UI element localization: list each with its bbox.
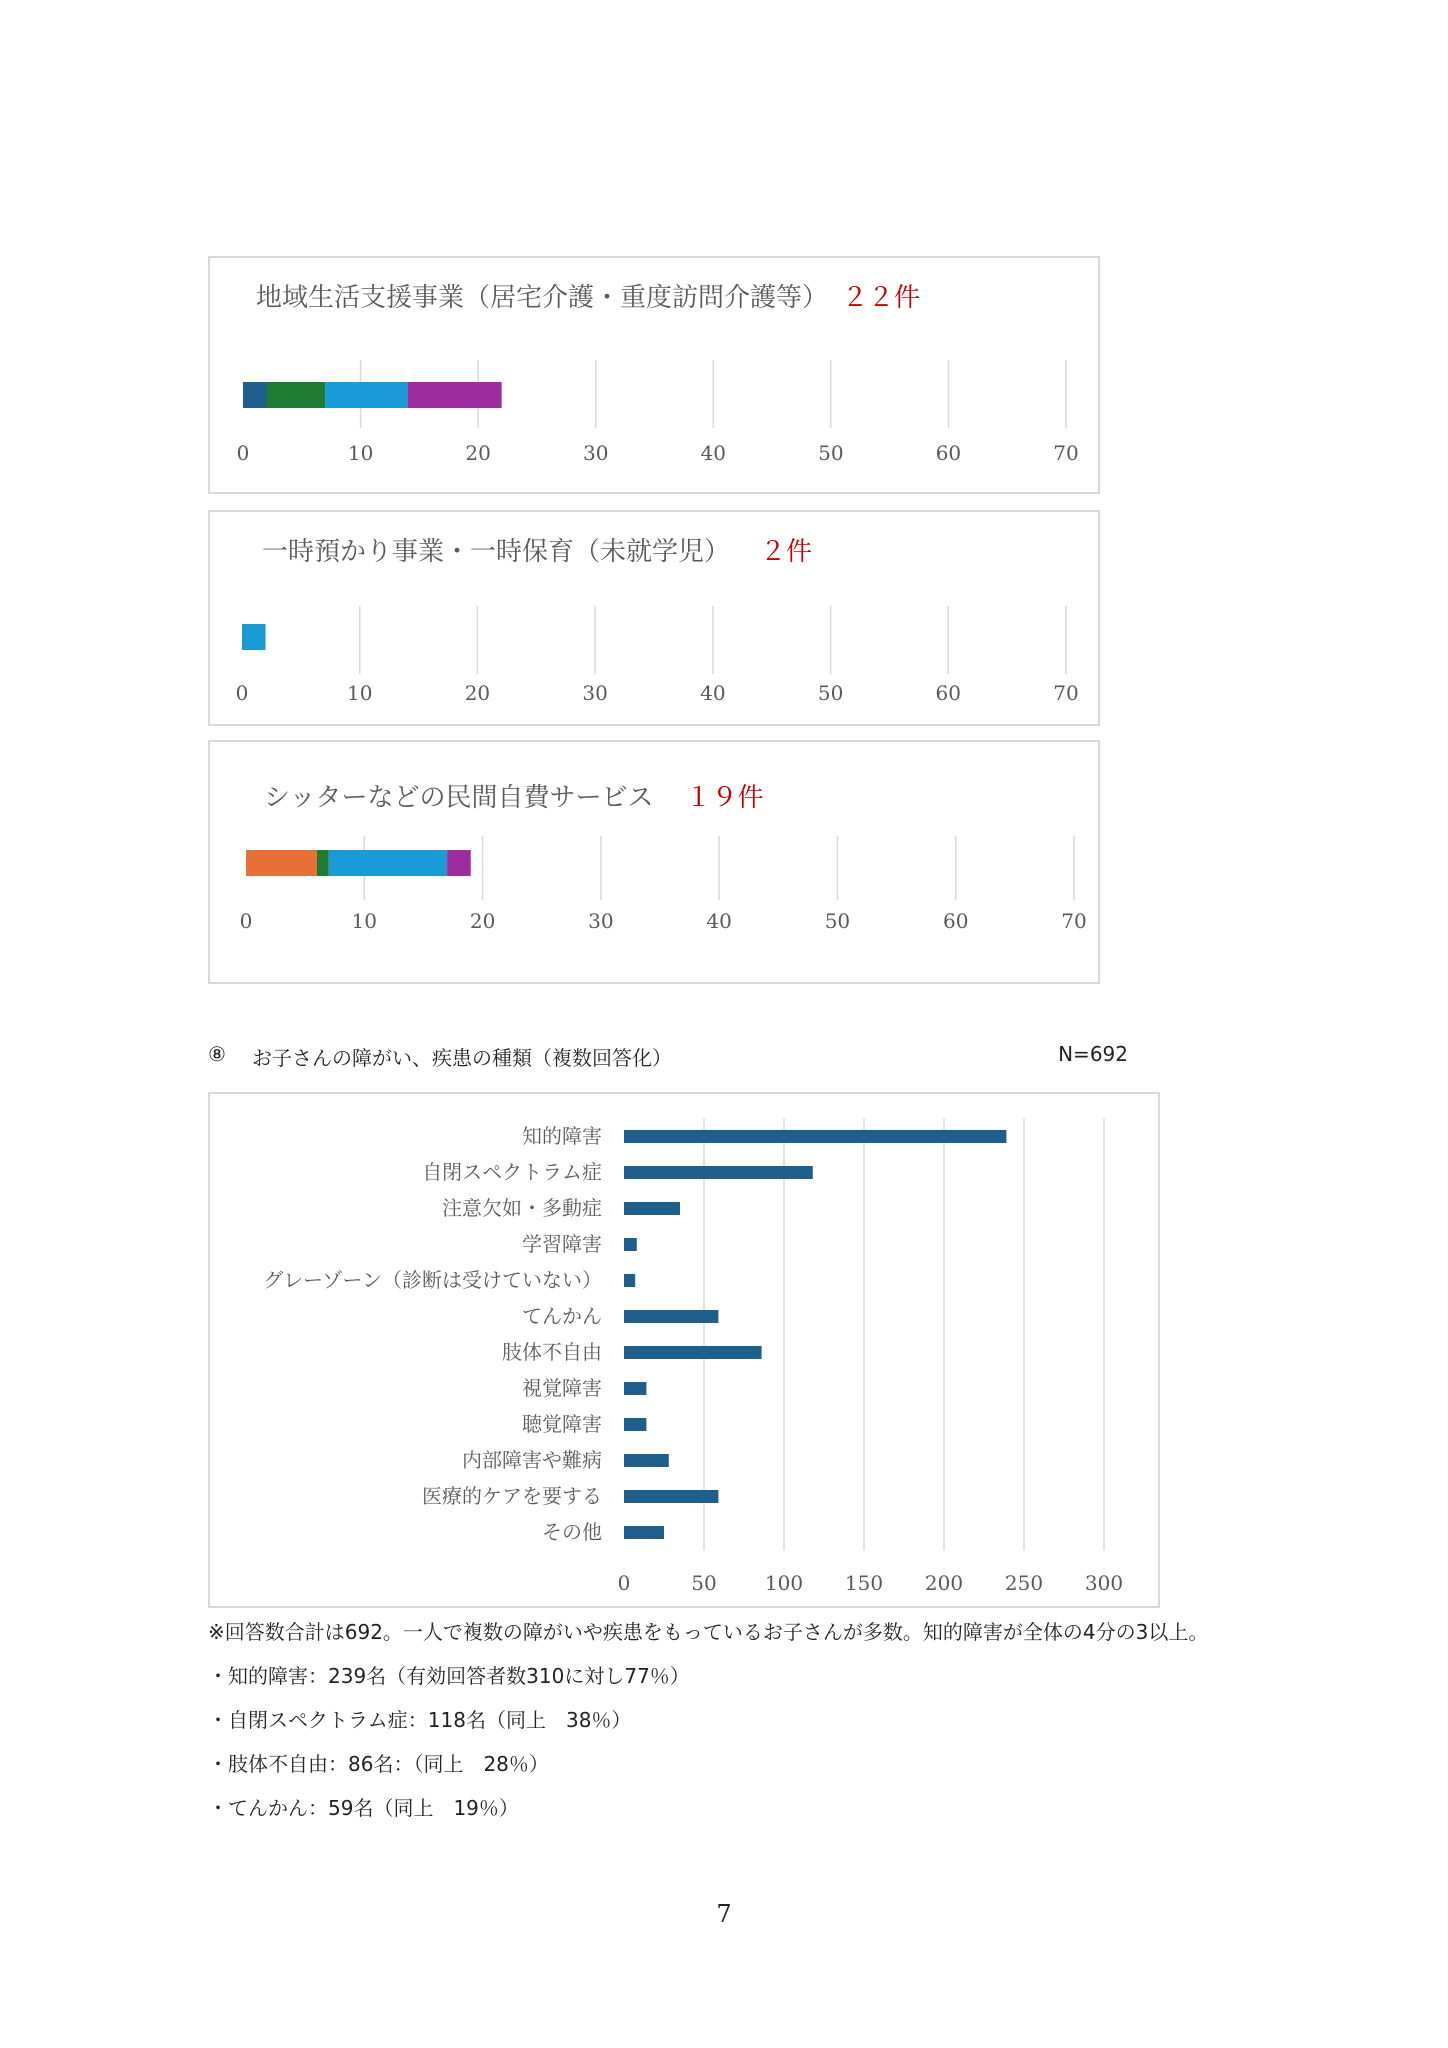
bar: [624, 1310, 718, 1323]
chart-temporary-care: [208, 510, 1100, 726]
bar-segment: [243, 382, 267, 408]
tick-label: 10: [346, 681, 373, 705]
bar-segment: [267, 382, 326, 408]
note-line: ・肢体不自由：86名：（同上 28％）: [208, 1752, 549, 1776]
tick-label: 10: [351, 909, 378, 933]
page-number: 7: [716, 1900, 732, 1928]
chart-private-sitter-svg: [210, 742, 1102, 986]
tick-label: 100: [764, 1571, 804, 1595]
tick-label: 30: [582, 681, 608, 705]
tick-label: 20: [465, 441, 491, 465]
tick-label: 0: [236, 441, 250, 465]
tick-label: 60: [942, 909, 969, 933]
category-label: 内部障害や難病: [462, 1448, 602, 1472]
tick-label: 0: [617, 1571, 631, 1595]
bar: [624, 1202, 680, 1215]
note-line: ・てんかん：59名（同上 19％）: [208, 1796, 519, 1820]
note-line: ・自閉スペクトラム症：118名（同上 38％）: [208, 1708, 632, 1732]
bar: [624, 1166, 813, 1179]
bar: [624, 1526, 664, 1539]
chart-disability-types: [208, 1092, 1160, 1608]
tick-label: 70: [1061, 909, 1087, 933]
category-label: その他: [542, 1520, 602, 1544]
tick-label: 150: [844, 1571, 884, 1595]
tick-label: 30: [582, 441, 609, 465]
category-label: てんかん: [522, 1304, 602, 1328]
category-label: 自閉スペクトラム症: [422, 1160, 602, 1184]
tick-label: 60: [935, 441, 962, 465]
tick-label: 40: [700, 681, 726, 705]
tick-label: 30: [588, 909, 614, 933]
chart-count: １９件: [685, 783, 764, 813]
chart-private-sitter: [208, 740, 1100, 984]
tick-label: 50: [824, 909, 851, 933]
bar: [624, 1238, 637, 1251]
bar: [624, 1130, 1006, 1143]
note-line: ※回答数合計は692。一人で複数の障がいや疾患をもっているお子さんが多数。知的障害が全体の4分の3以上。: [208, 1620, 1209, 1644]
notes: [208, 1618, 1288, 1838]
chart-temporary-care-svg: [210, 512, 1102, 728]
bar: [624, 1346, 762, 1359]
tick-label: 40: [700, 441, 727, 465]
tick-label: 40: [706, 909, 732, 933]
chart-title: 地域生活支援事業（居宅介護・重度訪問介護等）: [256, 283, 829, 313]
bar-segment: [329, 850, 447, 876]
chart-disability-types-svg: [210, 1094, 1162, 1610]
bar-segment: [325, 382, 407, 408]
tick-label: 250: [1004, 1571, 1044, 1595]
category-label: 医療的ケアを要する: [422, 1484, 602, 1508]
chart-title: 一時預かり事業・一時保育（未就学児）: [262, 537, 731, 567]
tick-label: 10: [347, 441, 374, 465]
note-line: ・知的障害：239名（有効回答者数310に対し77％）: [208, 1664, 690, 1688]
tick-label: 0: [235, 681, 249, 705]
tick-label: 20: [464, 681, 491, 705]
bar: [624, 1490, 718, 1503]
category-label: グレーゾーン（診断は受けていない）: [263, 1268, 602, 1292]
section-heading: [208, 1042, 1128, 1078]
tick-label: 70: [1053, 441, 1079, 465]
tick-label: 300: [1084, 1571, 1124, 1595]
chart-community-support-svg: [210, 258, 1102, 496]
tick-label: 20: [469, 909, 496, 933]
chart-count: ２２件: [842, 283, 921, 313]
chart-community-support: [208, 256, 1100, 494]
section-number: ⑧: [208, 1042, 226, 1066]
category-label: 肢体不自由: [502, 1340, 602, 1364]
section-title: お子さんの障がい、疾患の種類（複数回答化）: [252, 1046, 672, 1070]
chart-title: シッターなどの民間自費サービス: [264, 783, 654, 813]
bar-segment: [242, 624, 266, 650]
tick-label: 70: [1053, 681, 1079, 705]
category-label: 学習障害: [522, 1232, 602, 1256]
tick-label: 0: [239, 909, 253, 933]
bar-segment: [317, 850, 329, 876]
chart-count: ２件: [760, 537, 813, 567]
bar: [624, 1274, 635, 1287]
tick-label: 200: [924, 1571, 964, 1595]
category-label: 注意欠如・多動症: [442, 1196, 602, 1220]
sample-size: N=692: [1058, 1042, 1128, 1066]
tick-label: 50: [818, 441, 844, 465]
bar: [624, 1418, 646, 1431]
category-label: 聴覚障害: [522, 1412, 602, 1436]
tick-label: 50: [817, 681, 844, 705]
category-label: 知的障害: [522, 1124, 602, 1148]
bar: [624, 1454, 669, 1467]
category-label: 視覚障害: [522, 1376, 602, 1400]
tick-label: 60: [935, 681, 962, 705]
bar-segment: [447, 850, 471, 876]
tick-label: 50: [691, 1571, 717, 1595]
bar-segment: [246, 850, 317, 876]
bar: [624, 1382, 646, 1395]
bar-segment: [408, 382, 502, 408]
